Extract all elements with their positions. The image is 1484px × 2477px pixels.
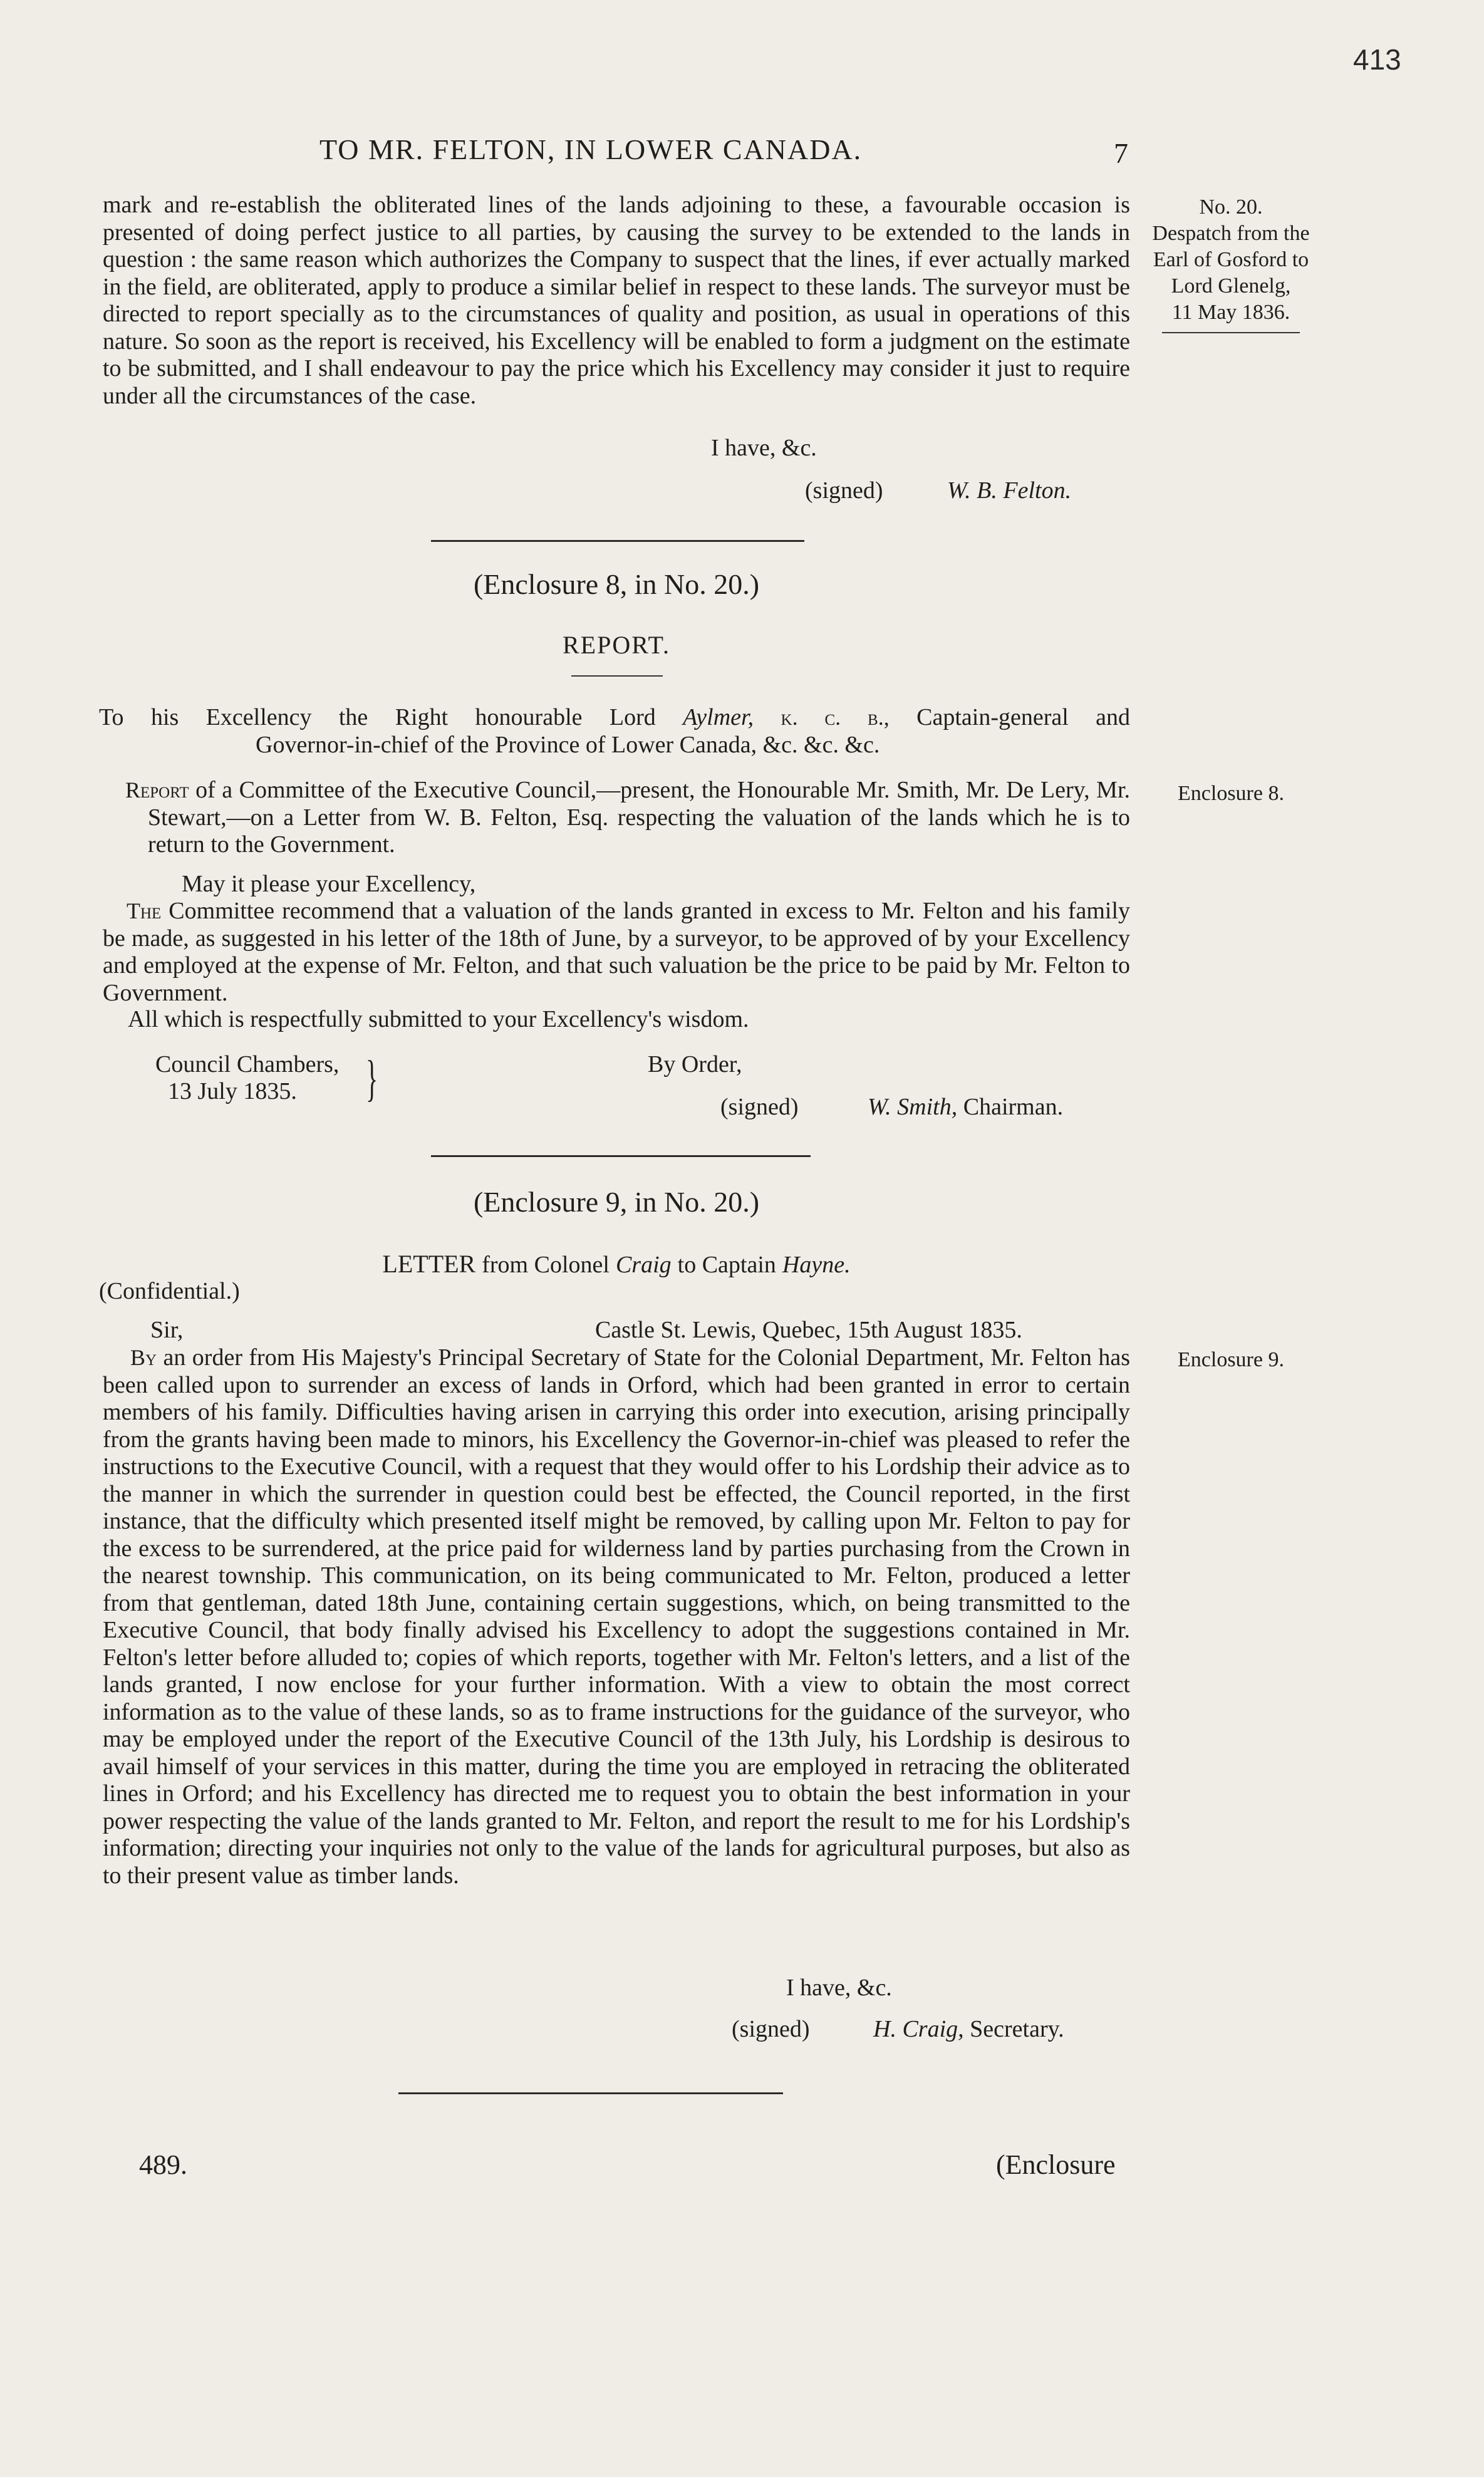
enclosure-8-report-paragraph (125, 777, 1130, 859)
signature-mark: 489. (139, 2149, 187, 2180)
margin-line: No. 20. (1199, 195, 1263, 219)
address-name: Aylmer, (683, 704, 754, 730)
enclosure-9-signature-line (873, 2016, 1064, 2043)
enclosure-9-heading: (Enclosure 9, in No. 20.) (473, 1186, 760, 1218)
margin-enclosure-9: Enclosure 9. (1178, 1348, 1284, 1371)
catchword: (Enclosure (996, 2149, 1116, 2180)
margin-line: Despatch from the (1152, 222, 1310, 245)
title-name-hayne: Hayne. (782, 1252, 851, 1278)
address-kcb: k. c. b., (781, 705, 890, 730)
title-lead: LETTER (382, 1250, 476, 1278)
enclosure-8-place-line2: 13 July 1835. (168, 1078, 297, 1104)
enclosure-8-title: REPORT. (563, 631, 670, 659)
margin-enclosure-8: Enclosure 8. (1178, 782, 1284, 805)
continued-letter-closing: I have, &c. (711, 435, 817, 461)
address-rest: Captain-general and (916, 704, 1131, 730)
margin-line: 11 May 1836. (1171, 301, 1290, 324)
address-text: To his Excellency the Right honourable Lord (99, 704, 656, 730)
running-head-number: 7 (1114, 137, 1128, 169)
report-text: of a Committee of the Executive Council,—present, the Honourable Mr. Smith, Mr. De Lery, Mr. Stewart,—on a Letter from W. B. Felton, Esq. respecting the valuation of the lands which he is to return to the Government. (148, 777, 1130, 858)
section-rule (431, 540, 804, 542)
title-to: to Captain (677, 1252, 776, 1278)
enclosure-9-closing: I have, &c. (786, 1975, 892, 2001)
enclosure-9-salutation: Sir, (150, 1317, 184, 1343)
signature-title: Secretary. (970, 2016, 1064, 2042)
signature-text: W. B. Felton. (947, 477, 1072, 504)
body-text: an order from His Majesty's Principal Secretary of State for the Colonial Department, Mr. Felton has been called upon to surrender an excess of lands in Orford, which had been granted in error to certain members of his family. Difficulties having arisen in carrying this order into execution, arising principally from the grants having been made to minors, his Excellency the Governor-in-chief was pleased to refer the instructions to the Executive Council, with a request that they would offer to his Lordship their advice as to the manner in which the surrender in question could best be effected, the Council reported, in the first instance, that the difficulty which presented itself might be removed, by calling upon Mr. Felton to pay for the excess to be surrendered, at the price paid for wilderness land by parties purchasing from the Crown in the nearest township. This communication, on its being communicated to Mr. Felton, produced a letter from that gentleman, dated 18th June, containing certain suggestions, which, on being transmitted to the Executive Council, that body finally advised his Excellency to adopt the suggestions contained in Mr. Felton's letter before alluded to; copies of which reports, together with Mr. Felton's letters, and a list of the lands granted, I now enclose for your further information. With a view to obtain the most correct information as to the value of these lands, so as to frame instructions for the guidance of the surveyor, who may be employed under the report of the Executive Council of the 13th July, his Lordship is desirous to avail himself of your services in this matter, during the time you are employed in retracing the obliterated lines in Orford; and his Excellency has directed me to request you to obtain the best information in your power respecting the value of the lands granted to Mr. Felton, and report the result to me for his Lordship's information; directing your inquiries not only to the value of the lands for agricultural purposes, but also as to their present value as timber lands. (103, 1344, 1131, 1889)
enclosure-9-body (103, 1344, 1130, 1889)
enclosure-8-signed-label: (signed) (720, 1094, 799, 1120)
section-rule (398, 2092, 783, 2094)
title-rule (571, 675, 663, 677)
enclosure-8-by-order: By Order, (648, 1051, 742, 1078)
margin-despatch-note (1128, 194, 1334, 333)
running-head: TO MR. FELTON, IN LOWER CANADA. (319, 133, 863, 165)
enclosure-8-address-line1 (99, 704, 1130, 732)
enclosure-9-dateline: Castle St. Lewis, Quebec, 15th August 1835. (595, 1317, 1022, 1343)
enclosure-9-confidential: (Confidential.) (99, 1278, 240, 1304)
title-name-craig: Craig (615, 1252, 672, 1278)
report-lead: Report (125, 777, 189, 802)
enclosure-8-body (103, 898, 1130, 1007)
enclosure-8-salutation: May it please your Excellency, (182, 871, 476, 897)
enclosure-8-place-line1: Council Chambers, (155, 1051, 340, 1078)
enclosure-9-title (103, 1249, 1130, 1279)
continued-letter-paragraph: mark and re-establish the obliterated lines of the lands adjoining to these, a favourable occasion is presented of doing perfect justice to all parties, by causing the survey to be extended to the lands in question : the same reason which authorizes the Company to suspect that the lines, if ever actually marked in the field, are obliterated, apply to produce a similar belief in respect to these lands. The surveyor must be directed to report specially as to the circumstances of quality and position, as usual in operations of this nature. So soon as the report is received, his Excellency will be enabled to form a judgment on the estimate to be submitted, and I shall endeavour to pay the price which his Excellency may consider it just to require under all the circumstances of the case. (103, 192, 1130, 409)
signature-text: W. Smith, (868, 1094, 958, 1120)
brace-glyph: } (366, 1051, 378, 1106)
enclosure-8-submitted: All which is respectfully submitted to your Excellency's wisdom. (128, 1006, 749, 1032)
section-rule (431, 1155, 811, 1157)
enclosure-8-heading: (Enclosure 8, in No. 20.) (473, 568, 760, 600)
body-lead: By (130, 1345, 157, 1370)
margin-rule (1162, 332, 1300, 333)
title-from: from Colonel (482, 1252, 610, 1278)
body-lead: The (127, 898, 162, 923)
continued-letter-signed-label: (signed) (805, 477, 883, 504)
margin-line: Lord Glenelg, (1171, 274, 1291, 298)
margin-line: Earl of Gosford to (1153, 248, 1309, 271)
enclosure-8-signature-line (868, 1094, 1063, 1121)
signature-text: H. Craig, (873, 2016, 964, 2042)
enclosure-8-address-line2: Governor-in-chief of the Province of Lower Canada, &c. &c. &c. (256, 732, 880, 758)
continued-letter-signature (947, 477, 1071, 505)
enclosure-9-signed-label: (signed) (732, 2016, 810, 2042)
signature-title: Chairman. (963, 1094, 1064, 1120)
body-text: Committee recommend that a valuation of the lands granted in excess to Mr. Felton and his family be made, as suggested in his letter of the 18th of June, by a surveyor, to be approved of by your Excellency and employed at the expense of Mr. Felton, and that such valuation be the price to be paid by Mr. Felton to Government. (103, 898, 1130, 1006)
page-number: 413 (1353, 43, 1401, 76)
